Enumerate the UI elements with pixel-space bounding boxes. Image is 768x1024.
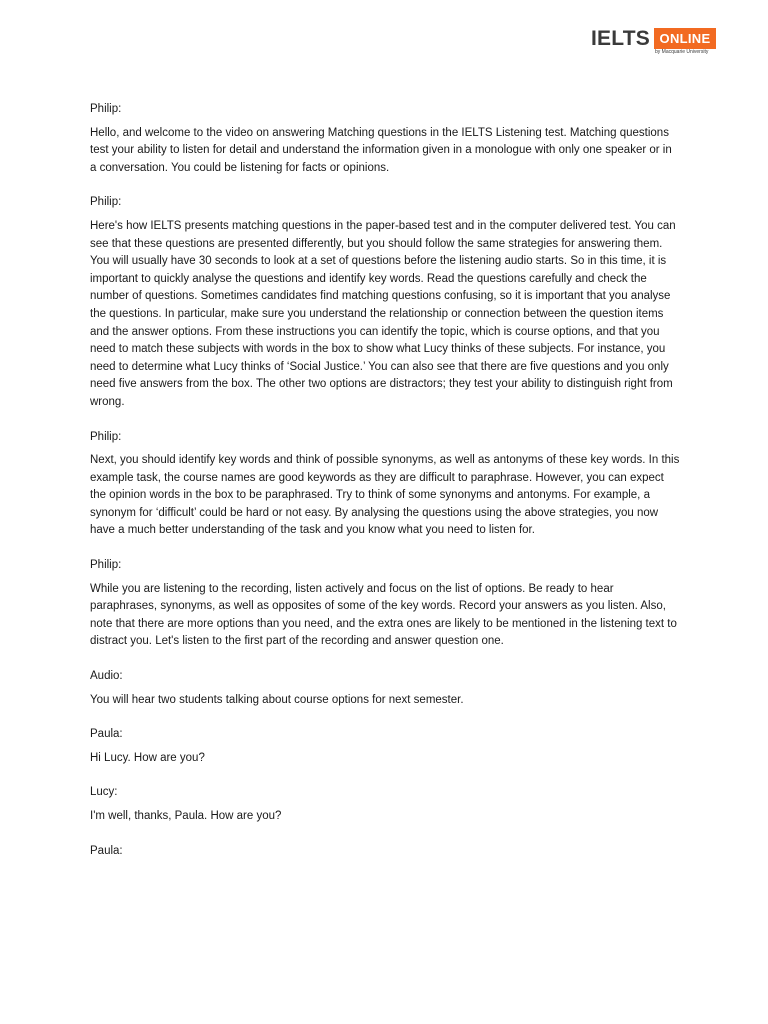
logo-sub: by Macquarie University [655, 49, 709, 55]
speech-text: Next, you should identify key words and think of possible synonyms, as well as antonyms of these key words. In this example task, the course names are good keywords as they are difficult to paraphrase. However, you can expect the opinion words in the box to be paraphrased. Try to think of some synonyms and antonyms. For example, a synonym for ‘difficult’ could be hard or not easy. By analysing the questions using the above strategies, you now have a much better understanding of the task and you know what you need to listen for. [90, 454, 680, 537]
transcript-entry [90, 429, 680, 541]
transcript-entry [90, 726, 680, 767]
speech-text: You will hear two students talking about course options for next semester. [90, 693, 464, 706]
speaker-label: Philip: [90, 103, 122, 115]
transcript-entry [90, 843, 680, 861]
transcript-entry [90, 557, 680, 651]
speaker-label: Philip: [90, 196, 122, 209]
speech-text: Hi Lucy. How are you? [90, 751, 205, 764]
transcript [90, 101, 680, 866]
speaker-label: Lucy: [90, 786, 118, 799]
speaker-label: Paula: [90, 844, 123, 857]
transcript-entry [90, 784, 680, 825]
speech-text: Hello, and welcome to the video on answering Matching questions in the IELTS Listening test. Matching questions test your ability to listen for detail and understand the information given in a monologue with only one speaker or in a conversation. You could be listening for facts or opinions. [90, 126, 672, 174]
speech-text: Here's how IELTS presents matching questions in the paper-based test and in the computer delivered test. You can see that these questions are presented differently, but you should follow the same strategies for answering them. You will usually have 30 seconds to look at a set of questions before the listening audio starts. So in this time, it is important to quickly analyse the questions and identify key words. Read the questions carefully and check the number of questions. Sometimes candidates find matching questions confusing, so it is important that you analyse the questions. In particular, make sure you understand the relationship or connection between the question items and the answer options. From these instructions you can identify the topic, which is course options, and that you need to match these subjects with words in the box to show what Lucy thinks of these subjects. For instance, you need to determine what Lucy thinks of ‘Social Justice.’ You can also see that there are five questions and you only need five answers from the box. The other two options are distractors; they test your ability to distinguish right from wrong. [90, 219, 676, 408]
speech-text: I'm well, thanks, Paula. How are you? [90, 810, 282, 822]
speech-text: While you are listening to the recording, listen actively and focus on the list of options. Be ready to hear paraphrases, synonyms, as well as opposites of some of the key words. Record your answers as you listen. Also, note that there are more options than you need, and the extra ones are likely to be mentioned in the listening text to distract you. Let's listen to the first part of the recording and answer question one. [90, 582, 677, 648]
transcript-entry [90, 668, 680, 709]
transcript-entry [90, 194, 680, 411]
speaker-label: Philip: [90, 559, 122, 572]
speaker-label: Philip: [90, 430, 122, 443]
speaker-label: Audio: [90, 670, 123, 683]
transcript-entry [90, 101, 680, 177]
logo-word: IELTS [591, 27, 650, 50]
logo-box: ONLINE [654, 28, 716, 49]
ielts-online-logo [591, 27, 717, 57]
speaker-label: Paula: [90, 728, 123, 741]
